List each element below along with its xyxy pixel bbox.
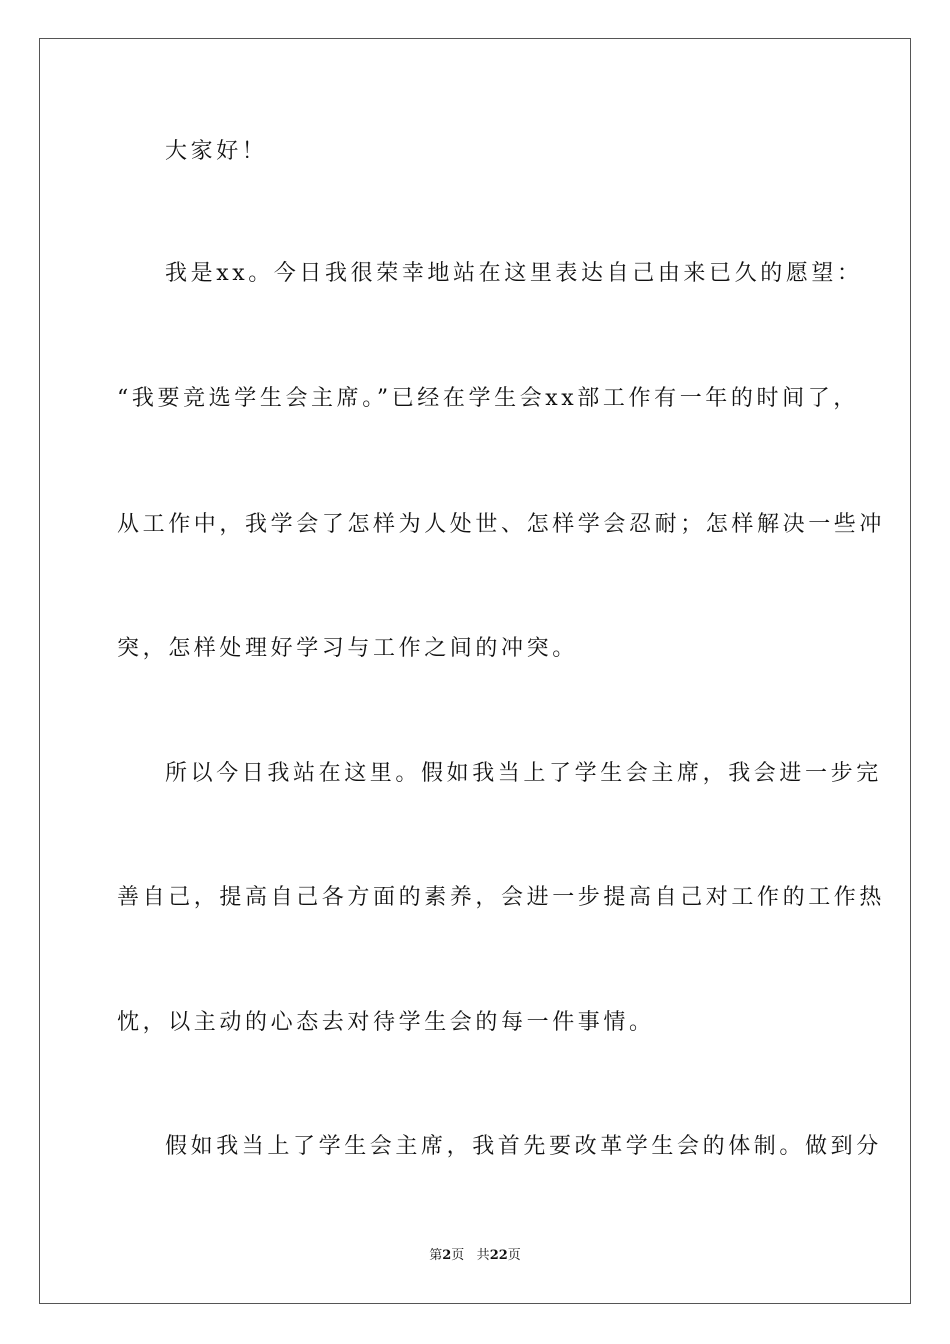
text-line-4: 从工作中，我学会了怎样为人处世、怎样学会忍耐；怎样解决一些冲 [117,512,886,537]
footer-page-number: 2 [442,1248,452,1263]
footer-page-suffix: 页 [451,1248,465,1263]
text-line-2: 我是xx。今日我很荣幸地站在这里表达自己由来已久的愿望： [165,261,863,286]
text-line-8: 忱，以主动的心态去对待学生会的每一件事情。 [117,1010,655,1035]
footer-total-prefix: 共 [476,1248,490,1263]
text-line-6: 所以今日我站在这里。假如我当上了学生会主席，我会进一步完 [165,761,882,786]
text-line-7: 善自己，提高自己各方面的素养，会进一步提高自己对工作的工作热 [117,885,886,910]
footer-total-suffix: 页 [507,1248,521,1263]
footer-page-prefix: 第 [429,1248,443,1263]
text-line-1: 大家好！ [165,139,268,164]
text-line-5: 突，怎样处理好学习与工作之间的冲突。 [117,636,578,661]
page-frame [39,38,911,1304]
text-line-3: “我要竞选学生会主席。”已经在学生会xx部工作有一年的时间了， [117,386,859,411]
footer-total-pages: 22 [489,1248,508,1263]
text-line-9: 假如我当上了学生会主席，我首先要改革学生会的体制。做到分 [165,1134,882,1159]
page-footer [0,1246,950,1266]
